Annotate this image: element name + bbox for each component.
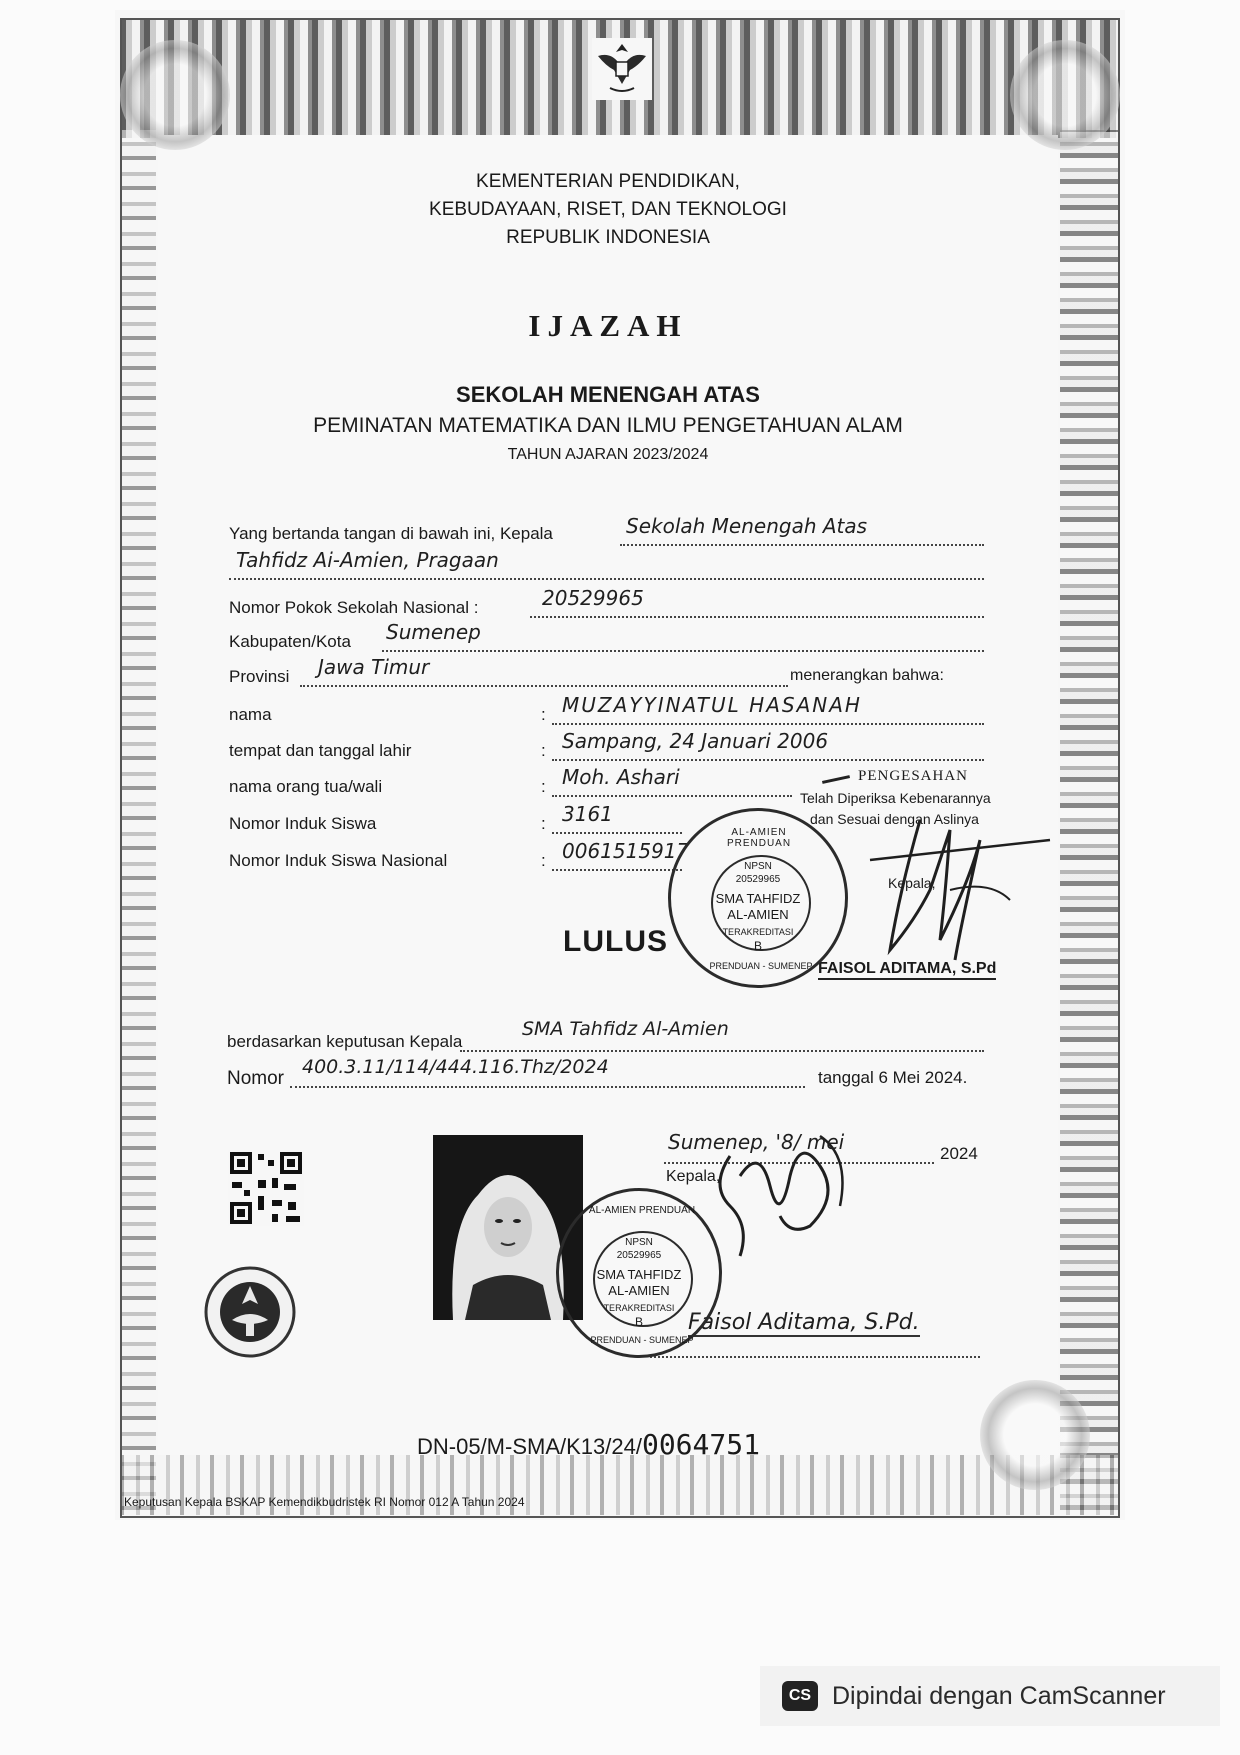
kabupaten-label: Kabupaten/Kota <box>229 632 351 651</box>
field-label-nama: nama <box>229 705 272 724</box>
field-label-nis: Nomor Induk Siswa <box>229 814 377 833</box>
pengesahan-kepala-label: Kepala, <box>888 875 936 891</box>
colon: : <box>541 814 546 833</box>
dotted-line <box>552 795 792 797</box>
field-value-nama: MUZAYYINATUL HASANAH <box>562 693 862 717</box>
colon: : <box>541 777 546 796</box>
stamp2-arc-bottom: PRENDUAN - SUMENEP <box>590 1335 694 1345</box>
ministry-heading <box>158 168 1058 252</box>
colon: : <box>541 741 546 760</box>
signing-kepala-label: Kepala, <box>666 1168 721 1185</box>
result-lulus: LULUS <box>563 925 668 958</box>
dotted-line <box>530 616 984 618</box>
signing-name: Faisol Aditama, S.Pd. <box>688 1310 920 1335</box>
dotted-line <box>460 1050 984 1052</box>
serial-number <box>417 1428 760 1461</box>
corner-ornament-top-left <box>120 40 230 150</box>
signing-place-date: Sumenep, '8/ mei <box>668 1130 845 1154</box>
dotted-line <box>552 759 984 761</box>
school-stamp-2 <box>556 1188 722 1358</box>
tut-wuri-handayani-logo-icon <box>200 1262 300 1362</box>
field-label-orangtua: nama orang tua/wali <box>229 777 383 796</box>
provinsi-label: Provinsi <box>229 667 290 686</box>
colon: : <box>541 851 546 870</box>
field-value-ttl: Sampang, 24 Januari 2006 <box>562 729 829 753</box>
signing-year: 2024 <box>940 1144 978 1163</box>
camscanner-watermark <box>760 1666 1220 1726</box>
field-label-ttl: tempat dan tanggal lahir <box>229 741 412 760</box>
decision-value: SMA Tahfidz Al-Amien <box>522 1018 729 1040</box>
ministry-line-3: REPUBLIK INDONESIA <box>506 227 710 248</box>
dotted-line <box>382 650 984 652</box>
footnote: Keputusan Kepala BSKAP Kemendikbudristek RI Nomor 012 A Tahun 2024 <box>124 1495 525 1509</box>
dotted-line <box>650 1356 980 1358</box>
pengesahan-line-2: dan Sesuai dengan Aslinya <box>810 811 979 827</box>
npsn-value: 20529965 <box>542 586 644 610</box>
stamp-grade: B <box>753 939 762 953</box>
field-label-nisn: Nomor Induk Siswa Nasional <box>229 851 448 870</box>
ministry-line-1: KEMENTERIAN PENDIDIKAN, <box>476 171 740 192</box>
camscanner-text: Dipindai dengan CamScanner <box>832 1681 1166 1710</box>
stamp2-arc-top: AL-AMIEN PRENDUAN <box>588 1205 696 1216</box>
stamp-npsn-number: 20529965 <box>735 874 781 885</box>
qr-code-icon <box>228 1150 304 1226</box>
pengesahan-signature <box>860 800 1060 975</box>
stamp-akreditasi: TERAKREDITASI <box>722 927 794 937</box>
principal-signature <box>700 1116 870 1266</box>
stamp2-name-2: AL-AMIEN <box>608 1283 670 1298</box>
kepala-school-line-2: Tahfidz Ai-Amien, Pragaan <box>236 548 499 572</box>
school-stamp <box>668 808 848 988</box>
corner-ornament-bottom-right <box>980 1380 1090 1490</box>
pengesahan-name: FAISOL ADITAMA, S.Pd <box>818 960 996 980</box>
dotted-line <box>290 1086 805 1088</box>
nomor-value: 400.3.11/114/444.116.Thz/2024 <box>302 1056 609 1078</box>
dotted-line <box>552 869 682 871</box>
serial-prefix: DN-05/M-SMA/K13/24/ <box>417 1434 642 1459</box>
decision-date: tanggal 6 Mei 2024. <box>818 1068 968 1087</box>
nomor-label: Nomor <box>227 1068 285 1089</box>
field-value-nis: 3161 <box>562 802 613 826</box>
npsn-label: Nomor Pokok Sekolah Nasional : <box>229 598 479 617</box>
intro-label: Yang bertanda tangan di bawah ini, Kepala <box>229 524 553 543</box>
camscanner-logo-icon: CS <box>782 1681 818 1711</box>
stamp-arc-top: AL-AMIEN PRENDUAN <box>726 827 792 849</box>
stamp2-akreditasi: TERAKREDITASI <box>603 1303 675 1313</box>
peminatan: PEMINATAN MATEMATIKA DAN ILMU PENGETAHUAN ALAM <box>313 414 903 437</box>
stamp2-name-1: SMA TAHFIDZ <box>596 1267 682 1282</box>
stamp2-grade: B <box>634 1315 643 1329</box>
certificate-title: IJAZAH <box>528 308 688 343</box>
dotted-line <box>620 544 984 546</box>
dotted-line <box>300 685 788 687</box>
kepala-school-line-1: Sekolah Menengah Atas <box>626 514 868 538</box>
pengesahan-line-1: Telah Diperiksa Kebenarannya <box>800 790 991 806</box>
kabupaten-value: Sumenep <box>386 620 481 644</box>
stamp-arc-bottom: PRENDUAN - SUMENEP <box>709 961 813 971</box>
field-value-nisn: 0061515917 <box>562 839 690 863</box>
provinsi-value: Jawa Timur <box>318 655 430 679</box>
ministry-line-2: KEBUDAYAAN, RISET, DAN TEKNOLOGI <box>429 199 787 220</box>
dotted-line <box>229 578 984 580</box>
field-value-orangtua: Moh. Ashari <box>562 765 680 789</box>
garuda-emblem-icon <box>592 38 652 100</box>
school-type: SEKOLAH MENENGAH ATAS <box>456 382 760 407</box>
stamp2-npsn-number: 20529965 <box>616 1250 662 1261</box>
colon: : <box>541 705 546 724</box>
decision-label: berdasarkan keputusan Kepala <box>227 1032 463 1051</box>
serial-digits: 0064751 <box>641 1428 760 1461</box>
tahun-ajaran: TAHUN AJARAN 2023/2024 <box>507 446 709 463</box>
stamp2-npsn: NPSN <box>625 1237 653 1248</box>
dotted-line <box>552 832 682 834</box>
dotted-line <box>552 723 984 725</box>
stamp-name-1: SMA TAHFIDZ <box>715 891 801 906</box>
pengesahan-title: PENGESAHAN <box>858 768 969 784</box>
stamp-npsn: NPSN <box>744 861 772 872</box>
stamp-name-2: AL-AMIEN <box>727 907 789 922</box>
corner-ornament-top-right <box>1010 40 1120 150</box>
menerangkan-label: menerangkan bahwa: <box>790 667 944 684</box>
